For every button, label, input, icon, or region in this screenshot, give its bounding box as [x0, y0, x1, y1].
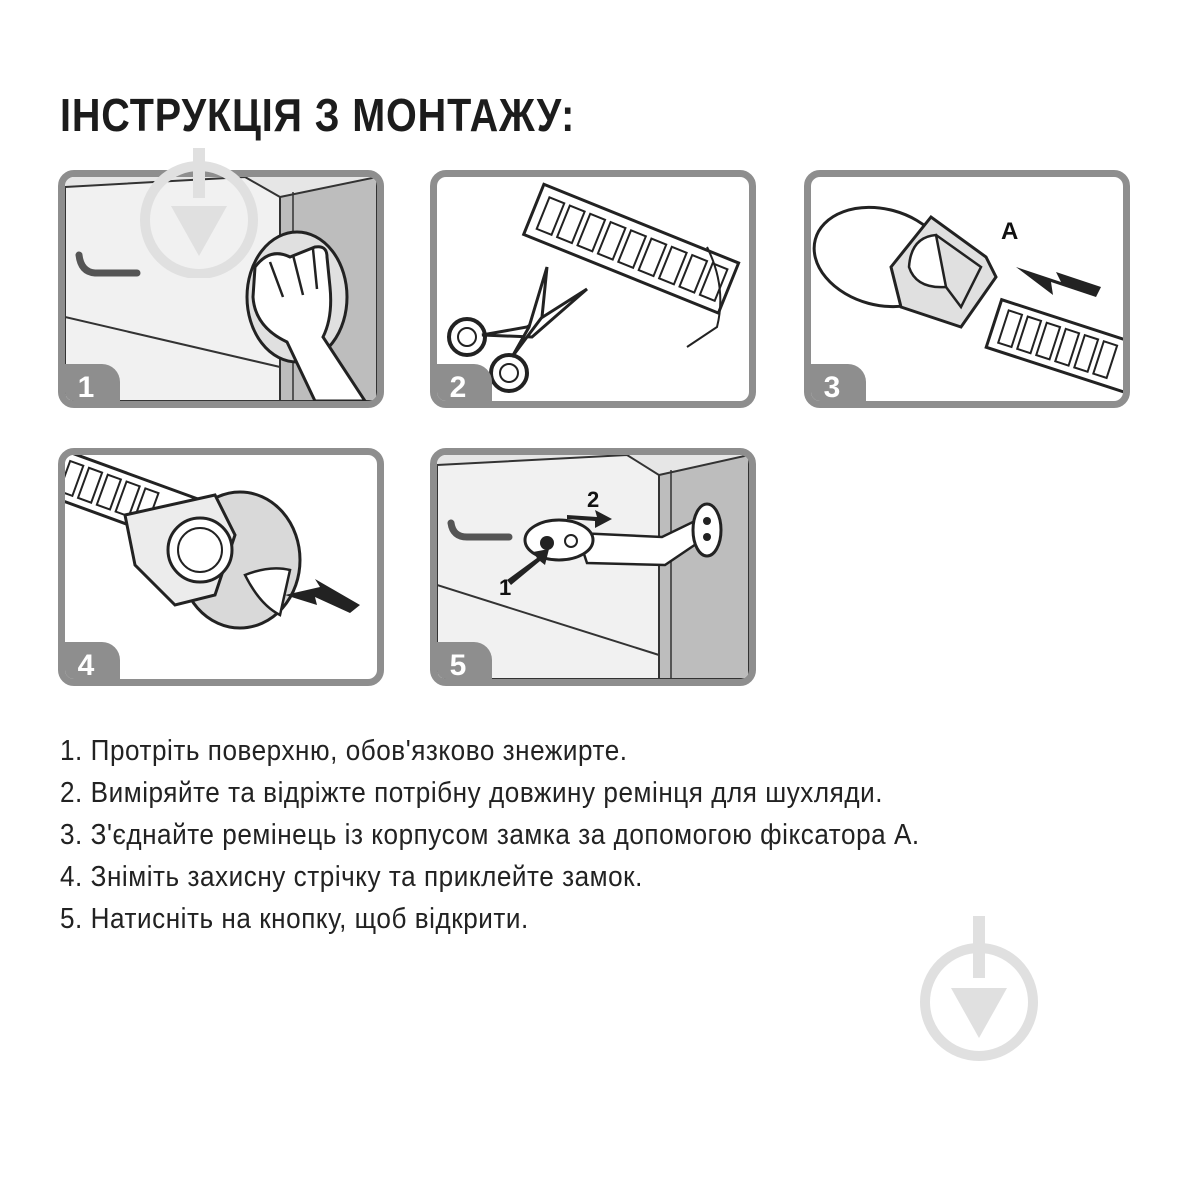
- instruction-step-3: 3. З'єднайте ремінець із корпусом замка за допомогою фіксатора А.: [60, 819, 920, 851]
- step-2-illustration: [430, 170, 756, 408]
- instruction-step-2: 2. Виміряйте та відріжте потрібну довжину ремінця для шухляди.: [60, 777, 884, 809]
- instruction-step-4: 4. Зніміть захисну стрічку та приклейте замок.: [60, 861, 643, 893]
- callout-push-label: 1: [499, 575, 512, 600]
- instruction-steps-list: [60, 730, 1015, 940]
- step-badge-4: 4: [58, 642, 120, 686]
- callout-slide-label: 2: [587, 487, 600, 512]
- step-badge-5: 5: [430, 642, 492, 686]
- step-badge-1: 1: [58, 364, 120, 408]
- instruction-step-5: 5. Натисніть на кнопку, щоб відкрити.: [60, 903, 529, 935]
- callout-a-label: A: [1001, 218, 1019, 245]
- step-4-illustration: [58, 448, 384, 686]
- watermark-icon: [136, 148, 262, 278]
- step-badge-3: 3: [804, 364, 866, 408]
- page-title: ІНСТРУКЦІЯ З МОНТАЖУ:: [60, 89, 576, 141]
- step-badge-2: 2: [430, 364, 492, 408]
- instruction-step-1: 1. Протріть поверхню, обов'язково знежирте.: [60, 735, 628, 767]
- step-3-illustration: [804, 170, 1130, 408]
- step-5-illustration: [430, 448, 756, 686]
